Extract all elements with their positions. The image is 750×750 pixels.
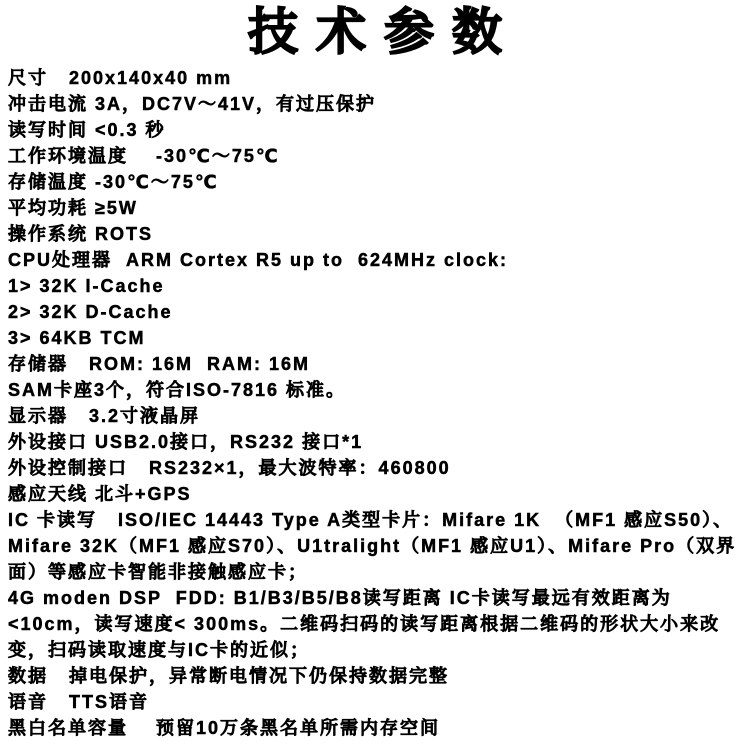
spec-line-voice: 语音 TTS语音 (8, 692, 149, 712)
spec-line-peripheral-interface: 外设接口 USB2.0接口，RS232 接口*1 (8, 432, 364, 452)
spec-line-read-write-time: 读写时间 <0.3 秒 (8, 120, 166, 140)
spec-line-operating-temperature: 工作环境温度 -30℃～75℃ (8, 146, 280, 166)
spec-line-operating-system: 操作系统 ROTS (8, 224, 154, 244)
spec-line-memory: 存储器 ROM: 16M RAM: 16M (8, 354, 311, 374)
spec-line-4g-modem: 4G moden DSP FDD: B1/B3/B5/B8读写距离 IC卡读写最远有效距离为<10cm，读写速度< 300ms。二维码扫码的读写距离根据二维码的形状大小来改变，扫码读取速度与IC卡的近似； (8, 588, 721, 660)
spec-line-display: 显示器 3.2寸液晶屏 (8, 406, 201, 426)
spec-line-peripheral-control: 外设控制接口 RS232×1，最大波特率：460800 (8, 458, 451, 478)
spec-line-ic-card-reading: IC 卡读写 ISO/IEC 14443 Type A类型卡片：Mifare 1K （MF1 感应S50）、Mifare 32K（MF1 感应S70）、U1tralight（MF1 感应U1）、Mifare Pro（双界面）等感应卡智能非接触感应卡； (8, 510, 737, 582)
spec-line-dcache: 2> 32K D-Cache (8, 302, 173, 322)
spec-line-antenna: 感应天线 北斗+GPS (8, 484, 192, 504)
spec-line-tcm: 3> 64KB TCM (8, 328, 146, 348)
spec-line-cpu: CPU处理器 ARM Cortex R5 up to 624MHz clock: (8, 250, 509, 270)
spec-line-dimensions: 尺寸 200x140x40 mm (8, 68, 233, 88)
spec-line-data-protection: 数据 掉电保护，异常断电情况下仍保持数据完整 (8, 666, 450, 686)
spec-line-sam-slots: SAM卡座3个，符合ISO-7816 标准。 (8, 380, 347, 400)
spec-list (0, 63, 750, 741)
spec-line-average-power: 平均功耗 ≥5W (8, 198, 138, 218)
spec-line-surge-current: 冲击电流 3A，DC7V～41V，有过压保护 (8, 94, 377, 114)
spec-line-icache: 1> 32K I-Cache (8, 276, 165, 296)
page-title: 技术参数 (248, 4, 520, 60)
spec-line-blacklist-capacity: 黑白名单容量 预留10万条黑名单所需内存空间 (8, 718, 441, 738)
spec-line-storage-temperature: 存储温度 -30℃～75℃ (8, 172, 219, 192)
